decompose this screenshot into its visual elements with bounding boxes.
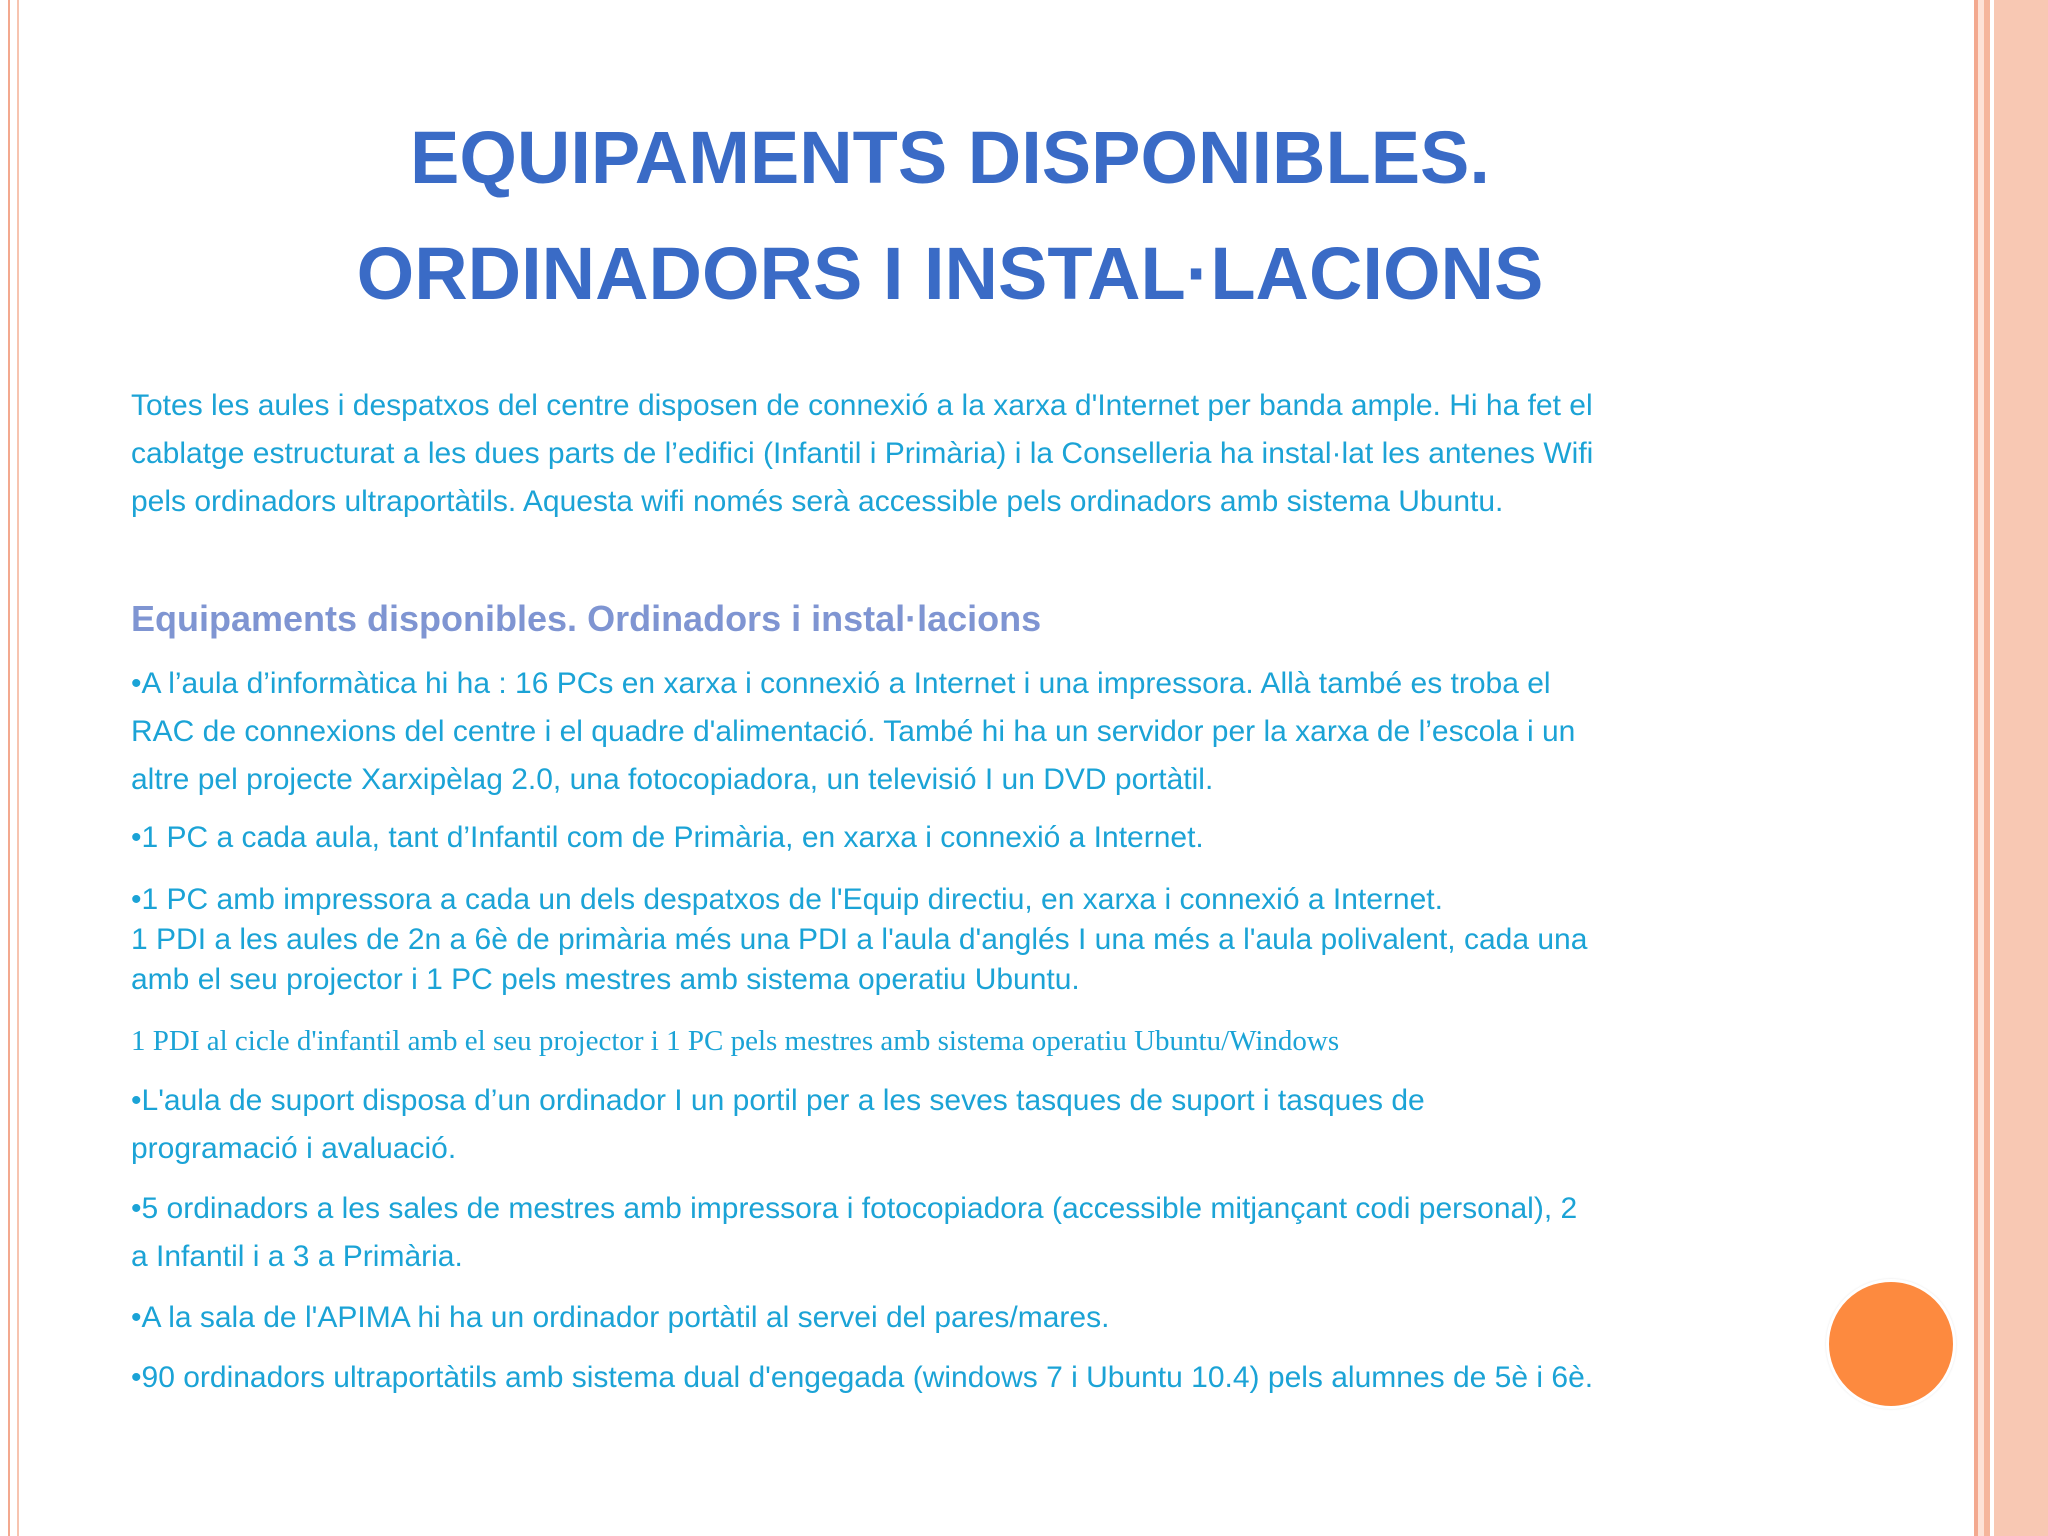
slide-border-left-inner: [17, 0, 19, 1536]
item-despatxos-line-3: amb el seu projector i 1 PC pels mestres amb sistema operatiu Ubuntu.: [131, 963, 1080, 996]
item-despatxos-line-2: 1 PDI a les aules de 2n a 6è de primària més una PDI a l'aula d'anglés I una més a l'aula polivalent, cada una: [131, 923, 1588, 956]
item-ultraportatils: •90 ordinadors ultraportàtils amb sistema dual d'engegada (windows 7 i Ubuntu 10.4) pels alumnes de 5è i 6è.: [131, 1361, 1594, 1394]
orange-circle-decoration: [1826, 1279, 1956, 1409]
intro-line-3: pels ordinadors ultraportàtils. Aquesta wifi només serà accessible pels ordinadors amb sistema Ubuntu.: [131, 485, 1504, 518]
item-despatxos-line-1: •1 PC amb impressora a cada un dels despatxos de l'Equip directiu, en xarxa i connexió a Internet.: [131, 883, 1443, 916]
item-aula-informatica-line-1: •A l’aula d’informàtica hi ha : 16 PCs en xarxa i connexió a Internet i una impressora. Allà també es troba el: [131, 667, 1551, 700]
item-sales-mestres-line-2: a Infantil i a 3 a Primària.: [131, 1240, 463, 1273]
item-aula-suport-line-1: •L'aula de suport disposa d’un ordinador I un portil per a les seves tasques de suport i tasques de: [131, 1084, 1425, 1117]
section-subheading: Equipaments disponibles. Ordinadors i instal·lacions: [131, 598, 1042, 639]
slide-border-left: [8, 0, 10, 1536]
item-pc-aula: •1 PC a cada aula, tant d’Infantil com de Primària, en xarxa i connexió a Internet.: [131, 821, 1204, 854]
item-sales-mestres: [131, 1185, 1771, 1281]
item-aula-informatica-line-3: altre pel projecte Xarxipèlag 2.0, una fotocopiadora, un televisió I un DVD portàtil.: [131, 763, 1214, 796]
slide-title-line-2: ORDINADORS I INSTAL·LACIONS: [356, 232, 1544, 315]
item-sales-mestres-line-1: •5 ordinadors a les sales de mestres amb impressora i fotocopiadora (accessible mitjançant codi personal), 2: [131, 1192, 1578, 1225]
item-pdi-infantil: 1 PDI al cicle d'infantil amb el seu projector i 1 PC pels mestres amb sistema operatiu Ubuntu/Windows: [131, 1025, 1340, 1057]
intro-line-2: cablatge estructurat a les dues parts de l’edifici (Infantil i Primària) i la Conselleria ha instal·lat les antenes Wifi: [131, 437, 1594, 470]
slide-title-line-1: EQUIPAMENTS DISPONIBLES.: [410, 116, 1490, 199]
item-aula-informatica-line-2: RAC de connexions del centre i el quadre d'alimentació. També hi ha un servidor per la xarxa de l’escola i un: [131, 715, 1576, 748]
slide-border-right: [1964, 0, 2048, 1536]
slide-title: [180, 100, 1720, 332]
item-despatxos: [131, 880, 1771, 1000]
item-aula-informatica: [131, 660, 1771, 804]
item-aula-suport-line-2: programació i avaluació.: [131, 1132, 457, 1165]
intro-line-1: Totes les aules i despatxos del centre disposen de connexió a la xarxa d'Internet per banda ample. Hi ha fet el: [131, 389, 1593, 422]
intro-paragraph: [131, 382, 1771, 526]
item-apima: •A la sala de l'APIMA hi ha un ordinador portàtil al servei del pares/mares.: [131, 1301, 1110, 1334]
item-aula-suport: [131, 1077, 1771, 1173]
